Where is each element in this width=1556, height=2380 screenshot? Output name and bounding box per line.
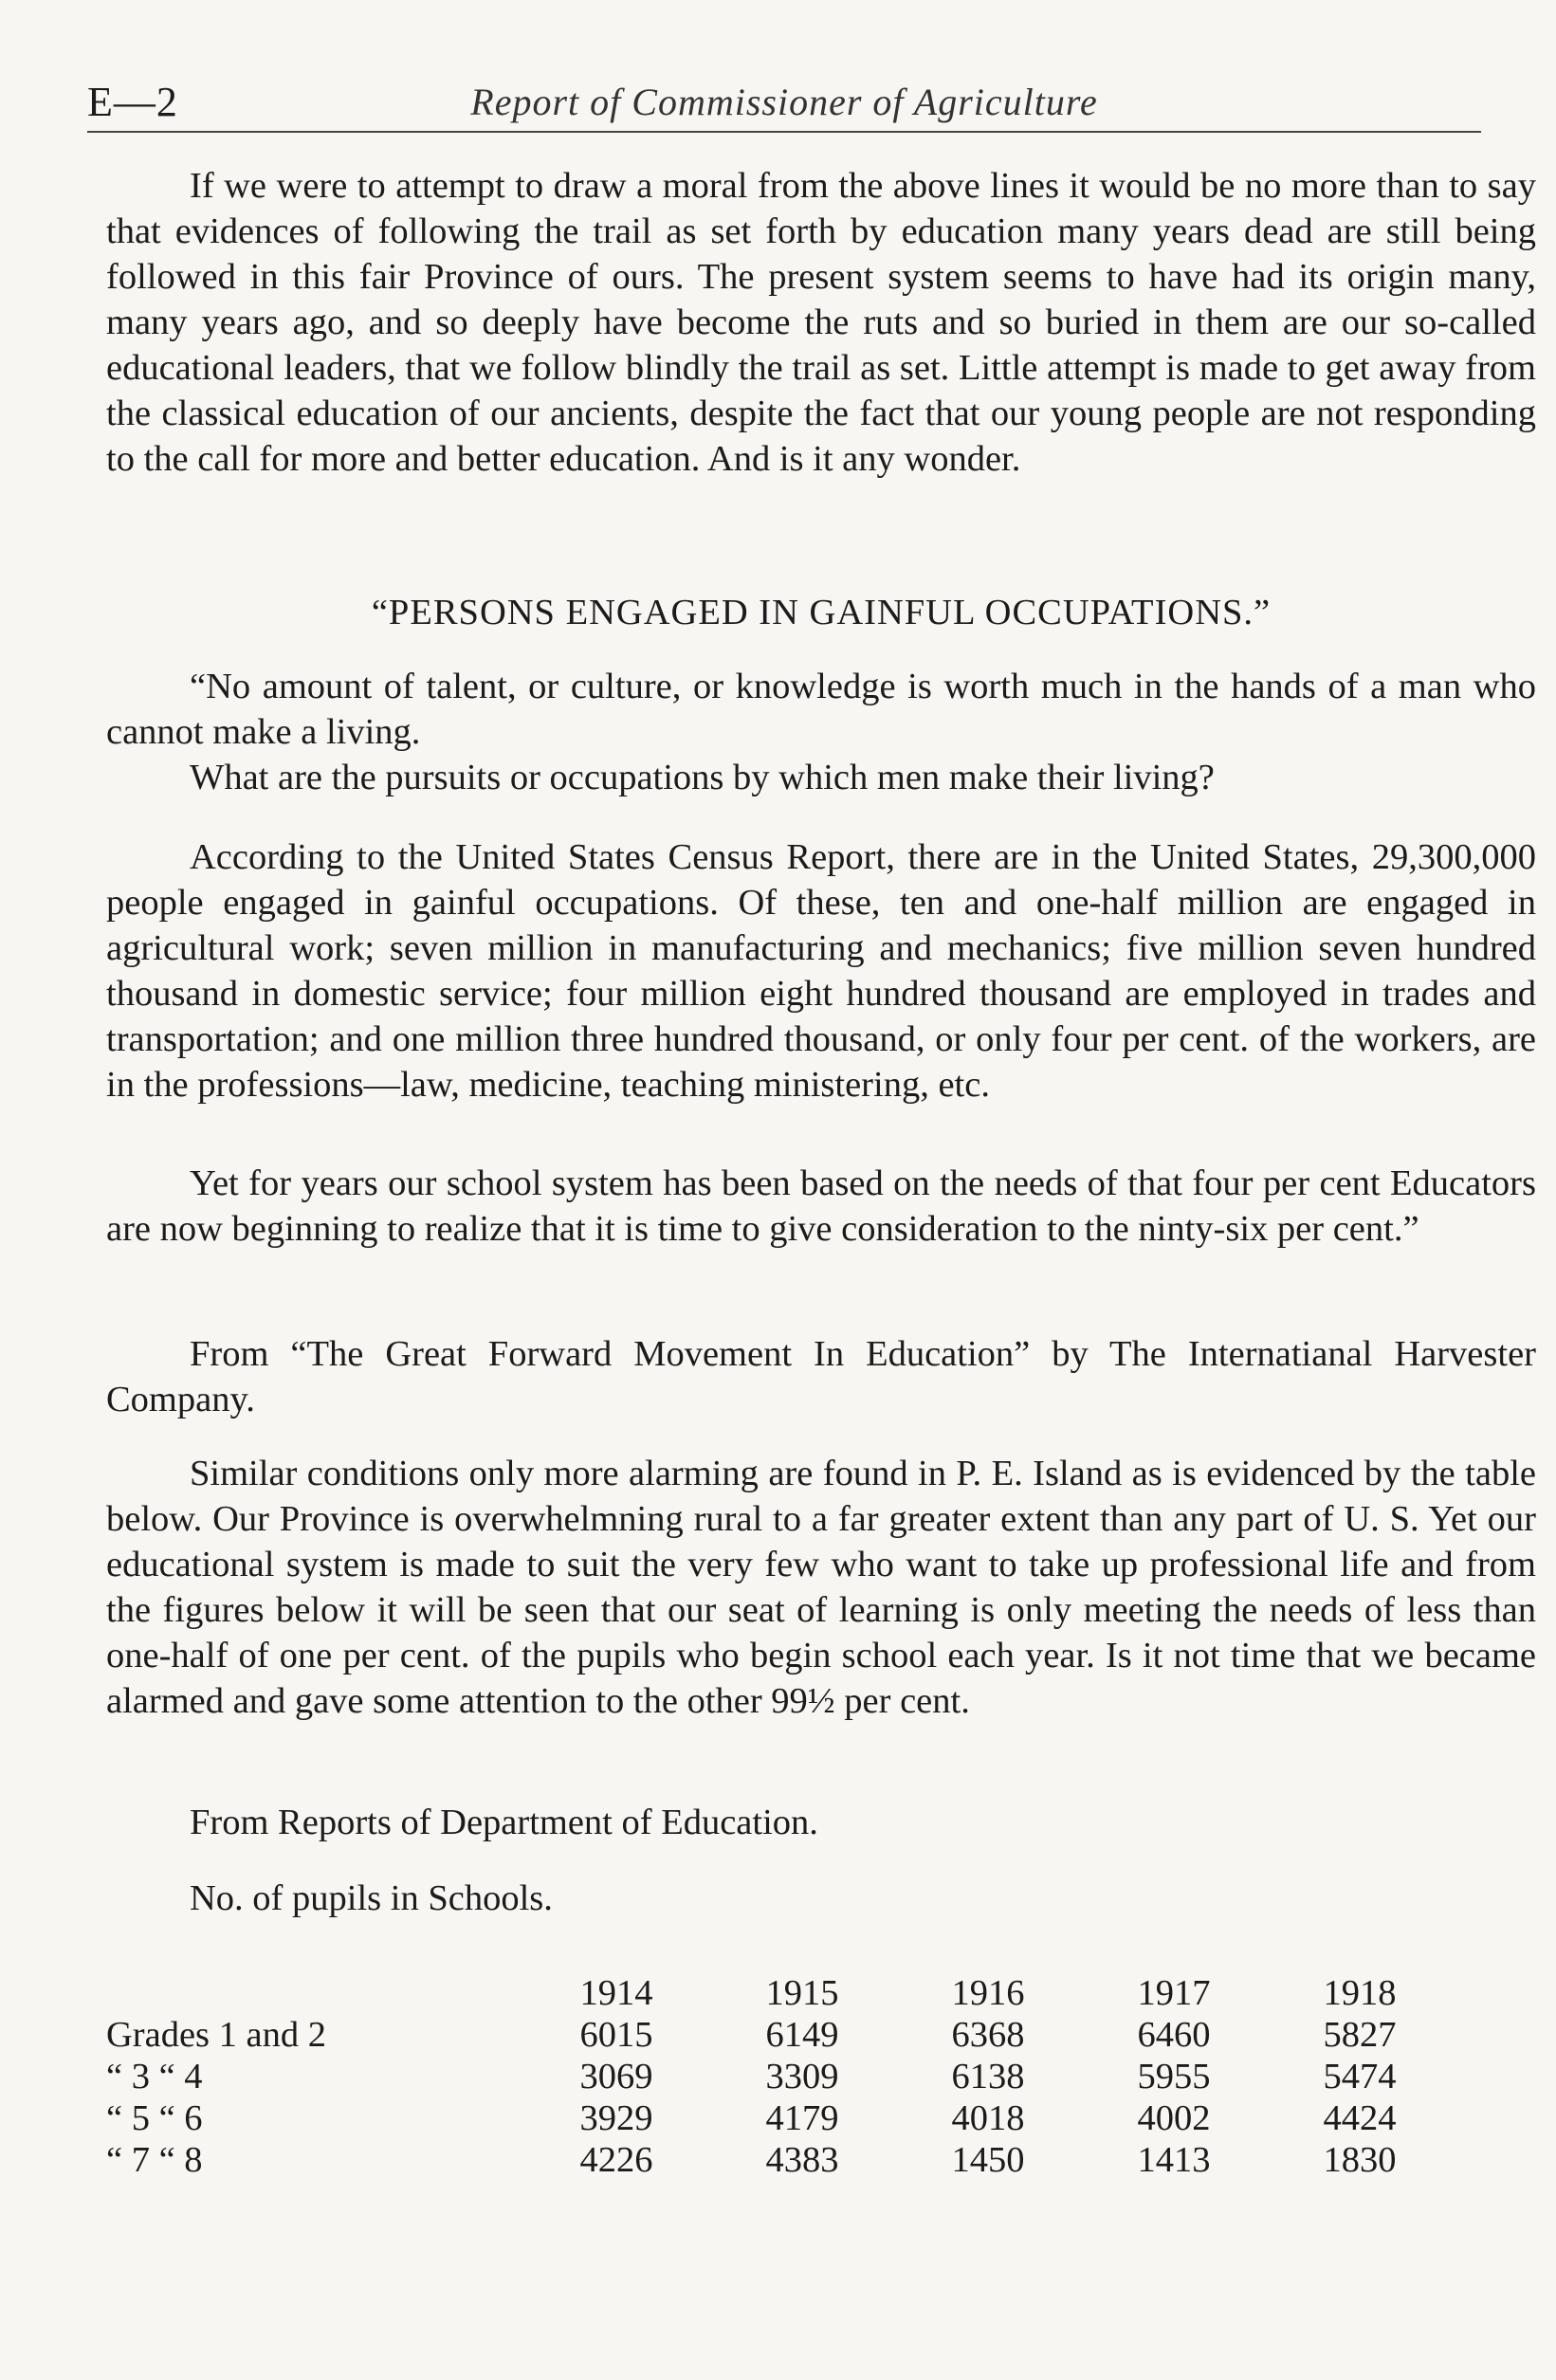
year-header: 1916: [951, 1973, 1025, 2013]
table-cell: 1413: [1137, 2140, 1211, 2180]
table-cell: 4002: [1137, 2098, 1211, 2138]
table-cell: 6368: [951, 2015, 1025, 2055]
table-cell: 4424: [1323, 2098, 1397, 2138]
page-number: E—2: [87, 79, 178, 125]
table-cell: 6149: [765, 2015, 839, 2055]
table-row: [106, 2097, 1453, 2139]
source-citation: From “The Great Forward Movement In Education” by The Internatianal Harvester Company.: [106, 1334, 1536, 1419]
department-reports-line: From Reports of Department of Education.: [190, 1803, 818, 1842]
table-caption: No. of pupils in Schools.: [190, 1878, 553, 1918]
table-row: [106, 2014, 1453, 2056]
question-paragraph: What are the pursuits or occupations by which men make their living?: [190, 758, 1215, 797]
paragraph-moral: If we were to attempt to draw a moral from the above lines it would be no more than to say that evidences of following the trail as set forth by education many years dead are still being followed in this fair Province of ours. The present system seems to have had its origin many, many years ago, and so deeply have become the ruts and so buried in them are our so-called educational leaders, that we follow blindly the trail as set. Little attempt is made to get away from the classical education of our ancients, despite the fact that our young people are not responding to the call for more and better education. And is it any wonder.: [106, 166, 1536, 479]
table-header-row: [106, 1972, 1453, 2014]
year-header: 1918: [1323, 1973, 1397, 2013]
table-cell: 1830: [1323, 2140, 1397, 2180]
table-cell: 4179: [765, 2098, 839, 2138]
table-cell: 5827: [1323, 2015, 1397, 2055]
table-cell: 5955: [1137, 2057, 1211, 2096]
table-cell: 1450: [951, 2140, 1025, 2180]
table-cell: 5474: [1323, 2057, 1397, 2096]
table-cell: 6015: [579, 2015, 653, 2055]
quote-paragraph: “No amount of talent, or culture, or knowledge is worth much in the hands of a man who cannot make a living.: [106, 667, 1536, 752]
table-cell: 4383: [765, 2140, 839, 2180]
table-cell: 3309: [765, 2057, 839, 2096]
table-cell: 6138: [951, 2057, 1025, 2096]
row-label: “ 7 “ 8: [106, 2140, 203, 2180]
census-paragraph: According to the United States Census Report, there are in the United States, 29,300,000 people engaged in gainful occupations. Of these, ten and one-half million are engaged in agricultural work; seven million in manufacturing and mechanics; five million seven hundred thousand in domestic service; four million eight hundred thousand are employed in trades and transportation; and one million three hundred thousand, or only four per cent. of the workers, are in the professions—law, medicine, teaching ministering, etc.: [106, 837, 1536, 1105]
row-label: “ 5 “ 6: [106, 2098, 203, 2138]
table-cell: 4226: [579, 2140, 653, 2180]
row-label: “ 3 “ 4: [106, 2057, 203, 2096]
table-header-blank: [106, 1972, 523, 2014]
table-cell: 6460: [1137, 2015, 1211, 2055]
table-cell: 3069: [579, 2057, 653, 2096]
year-header: 1917: [1137, 1973, 1211, 2013]
row-label: Grades 1 and 2: [106, 2015, 326, 2055]
page-header: [87, 78, 1481, 133]
section-heading: “PERSONS ENGAGED IN GAINFUL OCCUPATIONS.”: [371, 593, 1272, 632]
table-row: [106, 2139, 1453, 2181]
pupils-table: [106, 1972, 1453, 2181]
year-header: 1914: [579, 1973, 653, 2013]
pei-conditions-paragraph: Similar conditions only more alarming are found in P. E. Island as is evidenced by the table below. Our Province is overwhelmning rural to a far greater extent than any part of U. S. Yet our educational system is made to suit the very few who want to take up professional life and from the figures below it will be seen that our seat of learning is only meeting the needs of less than one-half of one per cent. of the pupils who begin school each year. Is it not time that we became alarmed and gave some attention to the other 99½ per cent.: [106, 1454, 1536, 1721]
year-header: 1915: [765, 1973, 839, 2013]
table-cell: 4018: [951, 2098, 1025, 2138]
table-row: [106, 2056, 1453, 2097]
table-cell: 3929: [579, 2098, 653, 2138]
running-title: Report of Commissioner of Agriculture: [470, 81, 1098, 123]
school-system-paragraph: Yet for years our school system has been based on the needs of that four per cent Educators are now beginning to realize that it is time to give consideration to the ninty-six per cent.”: [106, 1163, 1536, 1249]
